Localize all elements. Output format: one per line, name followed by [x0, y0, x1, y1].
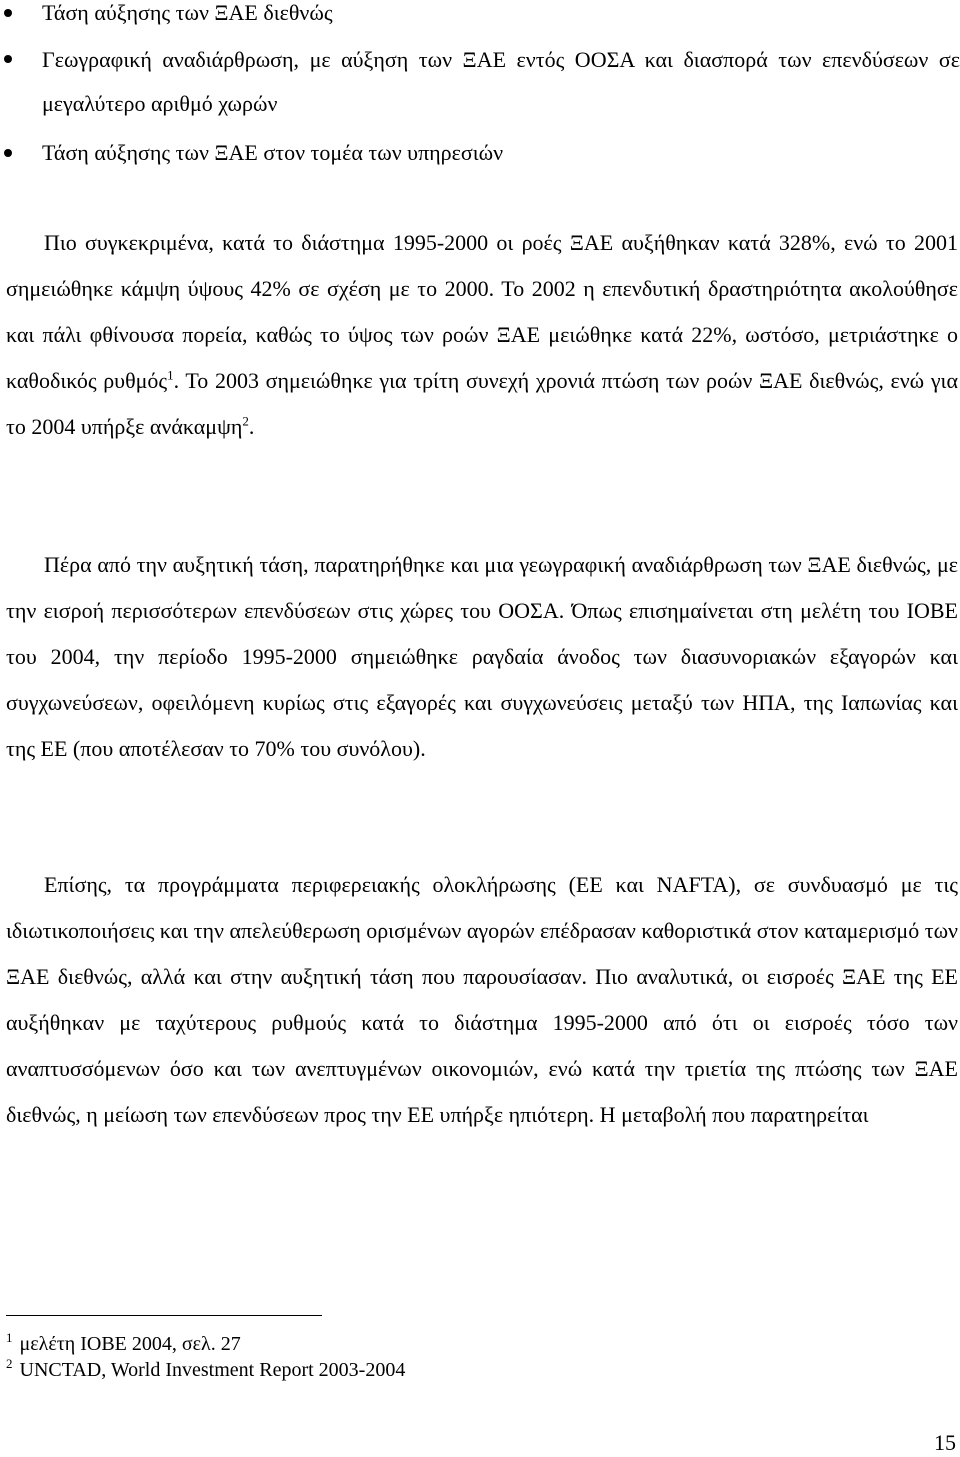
paragraph-text: Πιο συγκεκριμένα, κατά το διάστημα 1995-2000 οι ροές ΞΑΕ αυξήθηκαν κατά 328%, ενώ το 2001 σημειώθηκε κάμψη ύψους 42% σε σχέση με το 2000. Το 2002 η επενδυτική δραστηριότητα ακολούθησε και πάλι φθίνουσα πορεία, καθώς το ύψος των ροών ΞΑΕ μειώθηκε κατά 22%, ωστόσο, μετριάστηκε ο καθοδικός ρυθμός — [6, 230, 958, 393]
footnote-1 — [6, 1331, 241, 1357]
footnote-ref-2: 2 — [242, 413, 249, 429]
paragraph-text: . — [248, 414, 255, 439]
bullet-text: Τάση αύξησης των ΞΑΕ διεθνώς — [42, 0, 333, 25]
page-number: 15 — [934, 1430, 956, 1455]
bullet-item — [0, 38, 960, 126]
footnote-divider — [6, 1315, 322, 1316]
bullet-icon — [4, 9, 12, 17]
paragraph-1 — [6, 220, 958, 450]
footnote-number: 1 — [6, 1330, 13, 1346]
bullet-item — [0, 0, 960, 34]
bullet-text: Τάση αύξησης των ΞΑΕ στον τομέα των υπηρεσιών — [42, 140, 504, 165]
paragraph-3: Επίσης, τα προγράμματα περιφερειακής ολοκλήρωσης (ΕΕ και NAFTA), σε συνδυασμό με τις ιδιωτικοποιήσεις και την απελεύθερωση ορισμένων αγορών επέδρασαν καθοριστικά στον καταμερισμό των ΞΑΕ διεθνώς, αλλά και στην αυξητική τάση που παρουσίασαν. Πιο αναλυτικά, οι εισροές ΞΑΕ της ΕΕ αυξήθηκαν με ταχύτερους ρυθμούς κατά το διάστημα 1995-2000 από ότι οι εισροές τόσο των αναπτυσσόμενων όσο και των ανεπτυγμένων οικονομιών, ενώ κατά την τριετία της πτώσης των ΞΑΕ διεθνώς, η μείωση των επενδύσεων προς την ΕΕ υπήρξε ηπιότερη. Η μεταβολή που παρατηρείται — [6, 872, 958, 1127]
bullet-icon — [4, 149, 12, 157]
bullet-icon — [4, 55, 12, 63]
footnote-2 — [6, 1357, 405, 1383]
bullet-item — [0, 132, 960, 174]
paragraph-text: . Το 2003 σημειώθηκε για τρίτη συνεχή χρονιά πτώση των ροών ΞΑΕ διεθνώς, ενώ για το 2004 υπήρξε ανάκαμψη — [6, 368, 958, 439]
bullet-text: Γεωγραφική αναδιάρθρωση, με αύξηση των ΞΑΕ εντός ΟΟΣΑ και διασπορά των επενδύσεων σε μεγαλύτερο αριθμό χωρών — [42, 47, 960, 116]
paragraph-2: Πέρα από την αυξητική τάση, παρατηρήθηκε και μια γεωγραφική αναδιάρθρωση των ΞΑΕ διεθνώς, με την εισροή περισσότερων επενδύσεων στις χώρες του ΟΟΣΑ. Όπως επισημαίνεται στη μελέτη του ΙΟΒΕ του 2004, την περίοδο 1995-2000 σημειώθηκε ραγδαία άνοδος των διασυνοριακών εξαγορών και συγχωνεύσεων, οφειλόμενη κυρίως στις εξαγορές και συγχωνεύσεις μεταξύ των ΗΠΑ, της Ιαπωνίας και της ΕΕ (που αποτέλεσαν το 70% του συνόλου). — [6, 552, 958, 761]
footnote-text: μελέτη ΙΟΒΕ 2004, σελ. 27 — [19, 1333, 241, 1355]
footnote-text: UNCTAD, World Investment Report 2003-2004 — [19, 1359, 406, 1381]
footnote-ref-1: 1 — [167, 367, 174, 383]
footnote-number: 2 — [6, 1356, 13, 1372]
